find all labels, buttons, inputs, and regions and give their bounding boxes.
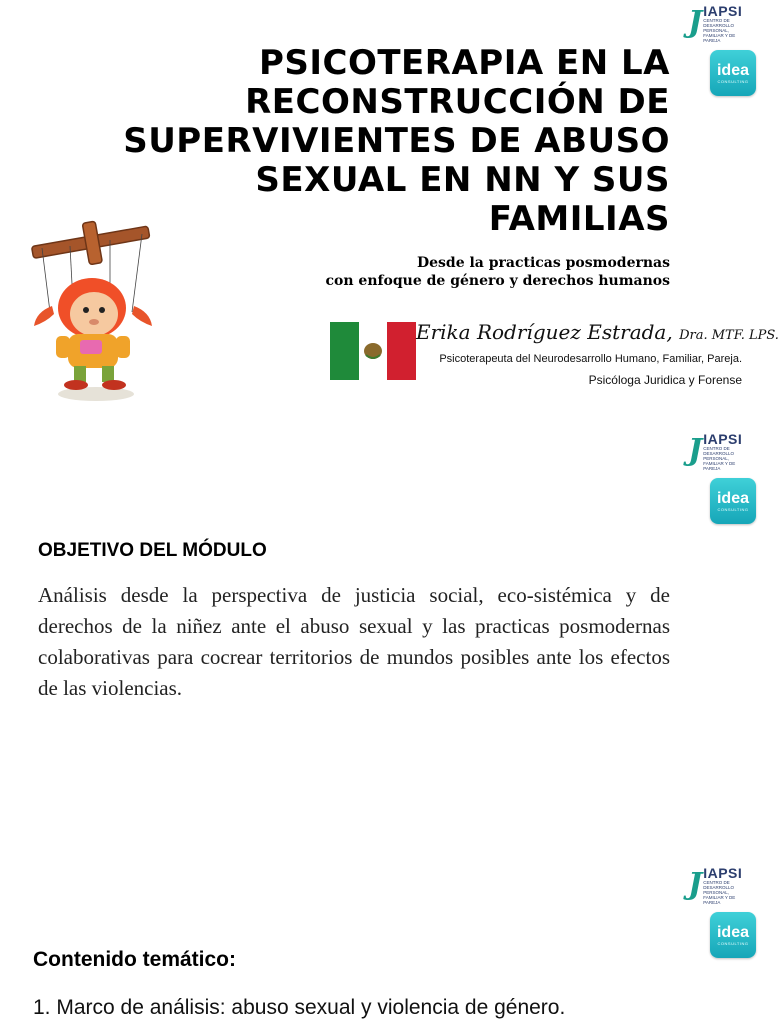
jiapsi-logo bbox=[688, 864, 764, 905]
jiapsi-logo-word: IAPSI bbox=[703, 2, 743, 19]
jiapsi-logo-subtext: CENTRO DE DESARROLLO PERSONAL, FAMILIAR Y DE PAREJA bbox=[703, 445, 736, 471]
idea-logo-word: idea bbox=[716, 489, 749, 507]
slide-title bbox=[0, 0, 779, 418]
objective-text: Análisis desde la perspectiva de justicia social, eco-sistémica y de derechos de la niñez ante el abuso sexual y las practicas posmodernas colaborativas para cocrear territorios de mundos posibles ante los efectos de las violencias. bbox=[38, 583, 670, 700]
jiapsi-logo-word: IAPSI bbox=[703, 430, 743, 447]
jiapsi-logo bbox=[688, 430, 764, 471]
jiapsi-logo-subtext: CENTRO DE DESARROLLO PERSONAL, FAMILIAR Y DE PAREJA bbox=[703, 17, 736, 43]
logo-group bbox=[688, 430, 764, 524]
mexico-flag-icon bbox=[330, 322, 416, 380]
slide-objective bbox=[0, 428, 768, 858]
idea-logo-word: idea bbox=[716, 61, 749, 79]
subtitle-line-1: Desde la practicas posmodernas bbox=[416, 255, 670, 271]
slide-divider bbox=[0, 418, 768, 428]
author-role-secondary: Psicóloga Juridica y Forense bbox=[588, 373, 742, 387]
idea-logo bbox=[710, 478, 756, 524]
contents-heading: Contenido temático: bbox=[33, 948, 236, 971]
subtitle-line-2: con enfoque de género y derechos humanos bbox=[325, 273, 670, 289]
jiapsi-logo-letter: J bbox=[688, 867, 702, 902]
idea-logo bbox=[710, 912, 756, 958]
puppet-illustration bbox=[30, 222, 155, 404]
jiapsi-logo-word: IAPSI bbox=[703, 864, 743, 881]
jiapsi-logo bbox=[688, 2, 764, 43]
logo-group bbox=[688, 864, 764, 958]
logo-group bbox=[688, 2, 764, 96]
jiapsi-logo-letter: J bbox=[688, 5, 702, 40]
slide-title-heading: PSICOTERAPIA EN LA RECONSTRUCCIÓN DE SUPERVIVIENTES DE ABUSO SEXUAL EN NN Y SUS FAMILIAS bbox=[123, 43, 670, 239]
author-name bbox=[416, 320, 779, 344]
jiapsi-logo-subtext: CENTRO DE DESARROLLO PERSONAL, FAMILIAR Y DE PAREJA bbox=[703, 879, 736, 905]
author-credentials: Dra. MTF. LPS. bbox=[679, 328, 779, 343]
contents-item-1: 1. Marco de análisis: abuso sexual y violencia de género. bbox=[33, 996, 566, 1019]
idea-logo-subtext: CONSULTING bbox=[717, 940, 749, 946]
author-name-text: Erika Rodríguez Estrada, bbox=[416, 320, 673, 344]
objective-heading: OBJETIVO DEL MÓDULO bbox=[38, 540, 267, 561]
idea-logo-word: idea bbox=[716, 923, 749, 941]
idea-logo-subtext: CONSULTING bbox=[717, 78, 749, 84]
author-role-primary: Psicoterapeuta del Neurodesarrollo Humano, Familiar, Pareja. bbox=[439, 353, 742, 365]
jiapsi-logo-letter: J bbox=[688, 433, 702, 468]
slide-subtitle bbox=[150, 254, 670, 290]
slide-contents bbox=[0, 858, 768, 1024]
idea-logo bbox=[710, 50, 756, 96]
idea-logo-subtext: CONSULTING bbox=[717, 506, 749, 512]
